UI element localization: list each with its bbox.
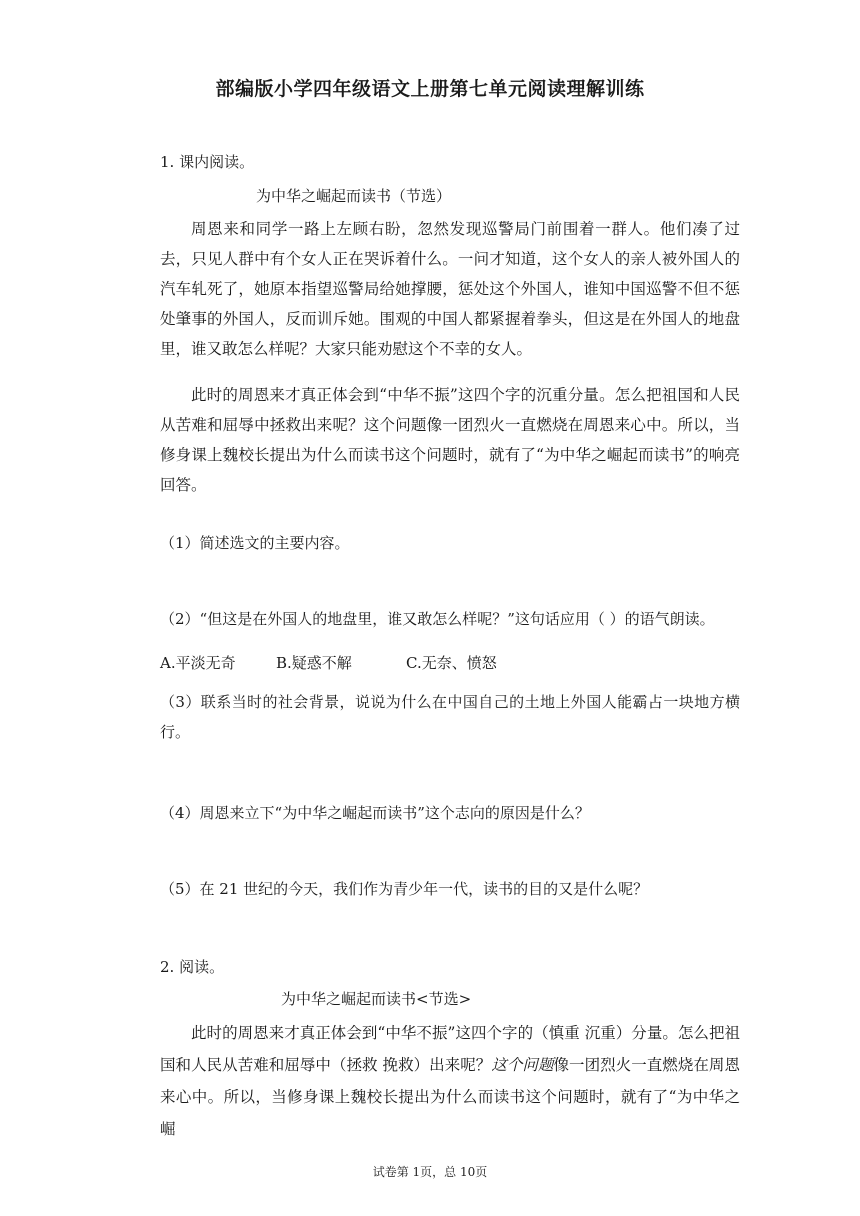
question-1-sub-2: （2）“但这是在外国人的地盘里，谁又敢怎么样呢？”这句话应用（ ）的语气朗读。 xyxy=(160,610,715,628)
passage-title-1: 为中华之崛起而读书（节选） xyxy=(256,187,452,205)
passage-2-emphasis: 这个问题 xyxy=(491,1056,554,1074)
page-title: 部编版小学四年级语文上册第七单元阅读理解训练 xyxy=(215,78,645,100)
question-1-sub-4: （4）周恩来立下“为中华之崛起而读书”这个志向的原因是什么？ xyxy=(160,804,590,822)
question-1-sub-5: （5）在 21 世纪的今天，我们作为青少年一代，读书的目的又是什么呢？ xyxy=(160,880,649,898)
option-c: C.无奈、愤怒 xyxy=(406,654,497,672)
passage-2-text-a: 此时的周恩来才真正体会到“中华不振”这四个字的（慎重 沉重）分量。怎么把祖国和人民从苦难和屈辱中（拯救 挽救）出来呢？ xyxy=(160,1024,740,1074)
passage-2-paragraph xyxy=(160,1017,740,1145)
question-2-label: 2. 阅读。 xyxy=(160,958,225,976)
question-1-options xyxy=(160,652,497,673)
passage-1-paragraph-1: 周恩来和同学一路上左顾右盼，忽然发现巡警局门前围着一群人。他们凑了过去，只见人群中有个女人正在哭诉着什么。一问才知道，这个女人的亲人被外国人的汽车轧死了，她原本指望巡警局给她撑腰，惩处这个外国人，谁知中国巡警不但不惩处肇事的外国人，反而训斥她。围观的中国人都紧握着拳头，但这是在外国人的地盘里，谁又敢怎么样呢？大家只能劝慰这个不幸的女人。 xyxy=(160,220,740,358)
question-1-label: 1. 课内阅读。 xyxy=(160,153,255,171)
question-1-sub-1: （1）简述选文的主要内容。 xyxy=(160,534,350,552)
passage-1-paragraph-2: 此时的周恩来才真正体会到“中华不振”这四个字的沉重分量。怎么把祖国和人民从苦难和屈辱中拯救出来呢？这个问题像一团烈火一直燃烧在周恩来心中。所以，当修身课上魏校长提出为什么而读书这个问题时，就有了“为中华之崛起而读书”的响亮回答。 xyxy=(160,386,740,494)
passage-title-2: 为中华之崛起而读书<节选> xyxy=(281,990,472,1008)
option-a: A.平淡无奇 xyxy=(160,654,236,672)
question-1-sub-3: （3）联系当时的社会背景，说说为什么在中国自己的土地上外国人能霸占一块地方横行。 xyxy=(160,693,740,741)
passage-2-text-b: 像一团烈火一直燃烧在周恩来心中。所以，当修身课上魏校长提出为什么而读书这个问题时，就有了“为中华之崛 xyxy=(160,1056,740,1138)
option-b: B.疑惑不解 xyxy=(276,654,352,672)
page-footer: 试卷第 1页，总 10页 xyxy=(372,1165,488,1179)
